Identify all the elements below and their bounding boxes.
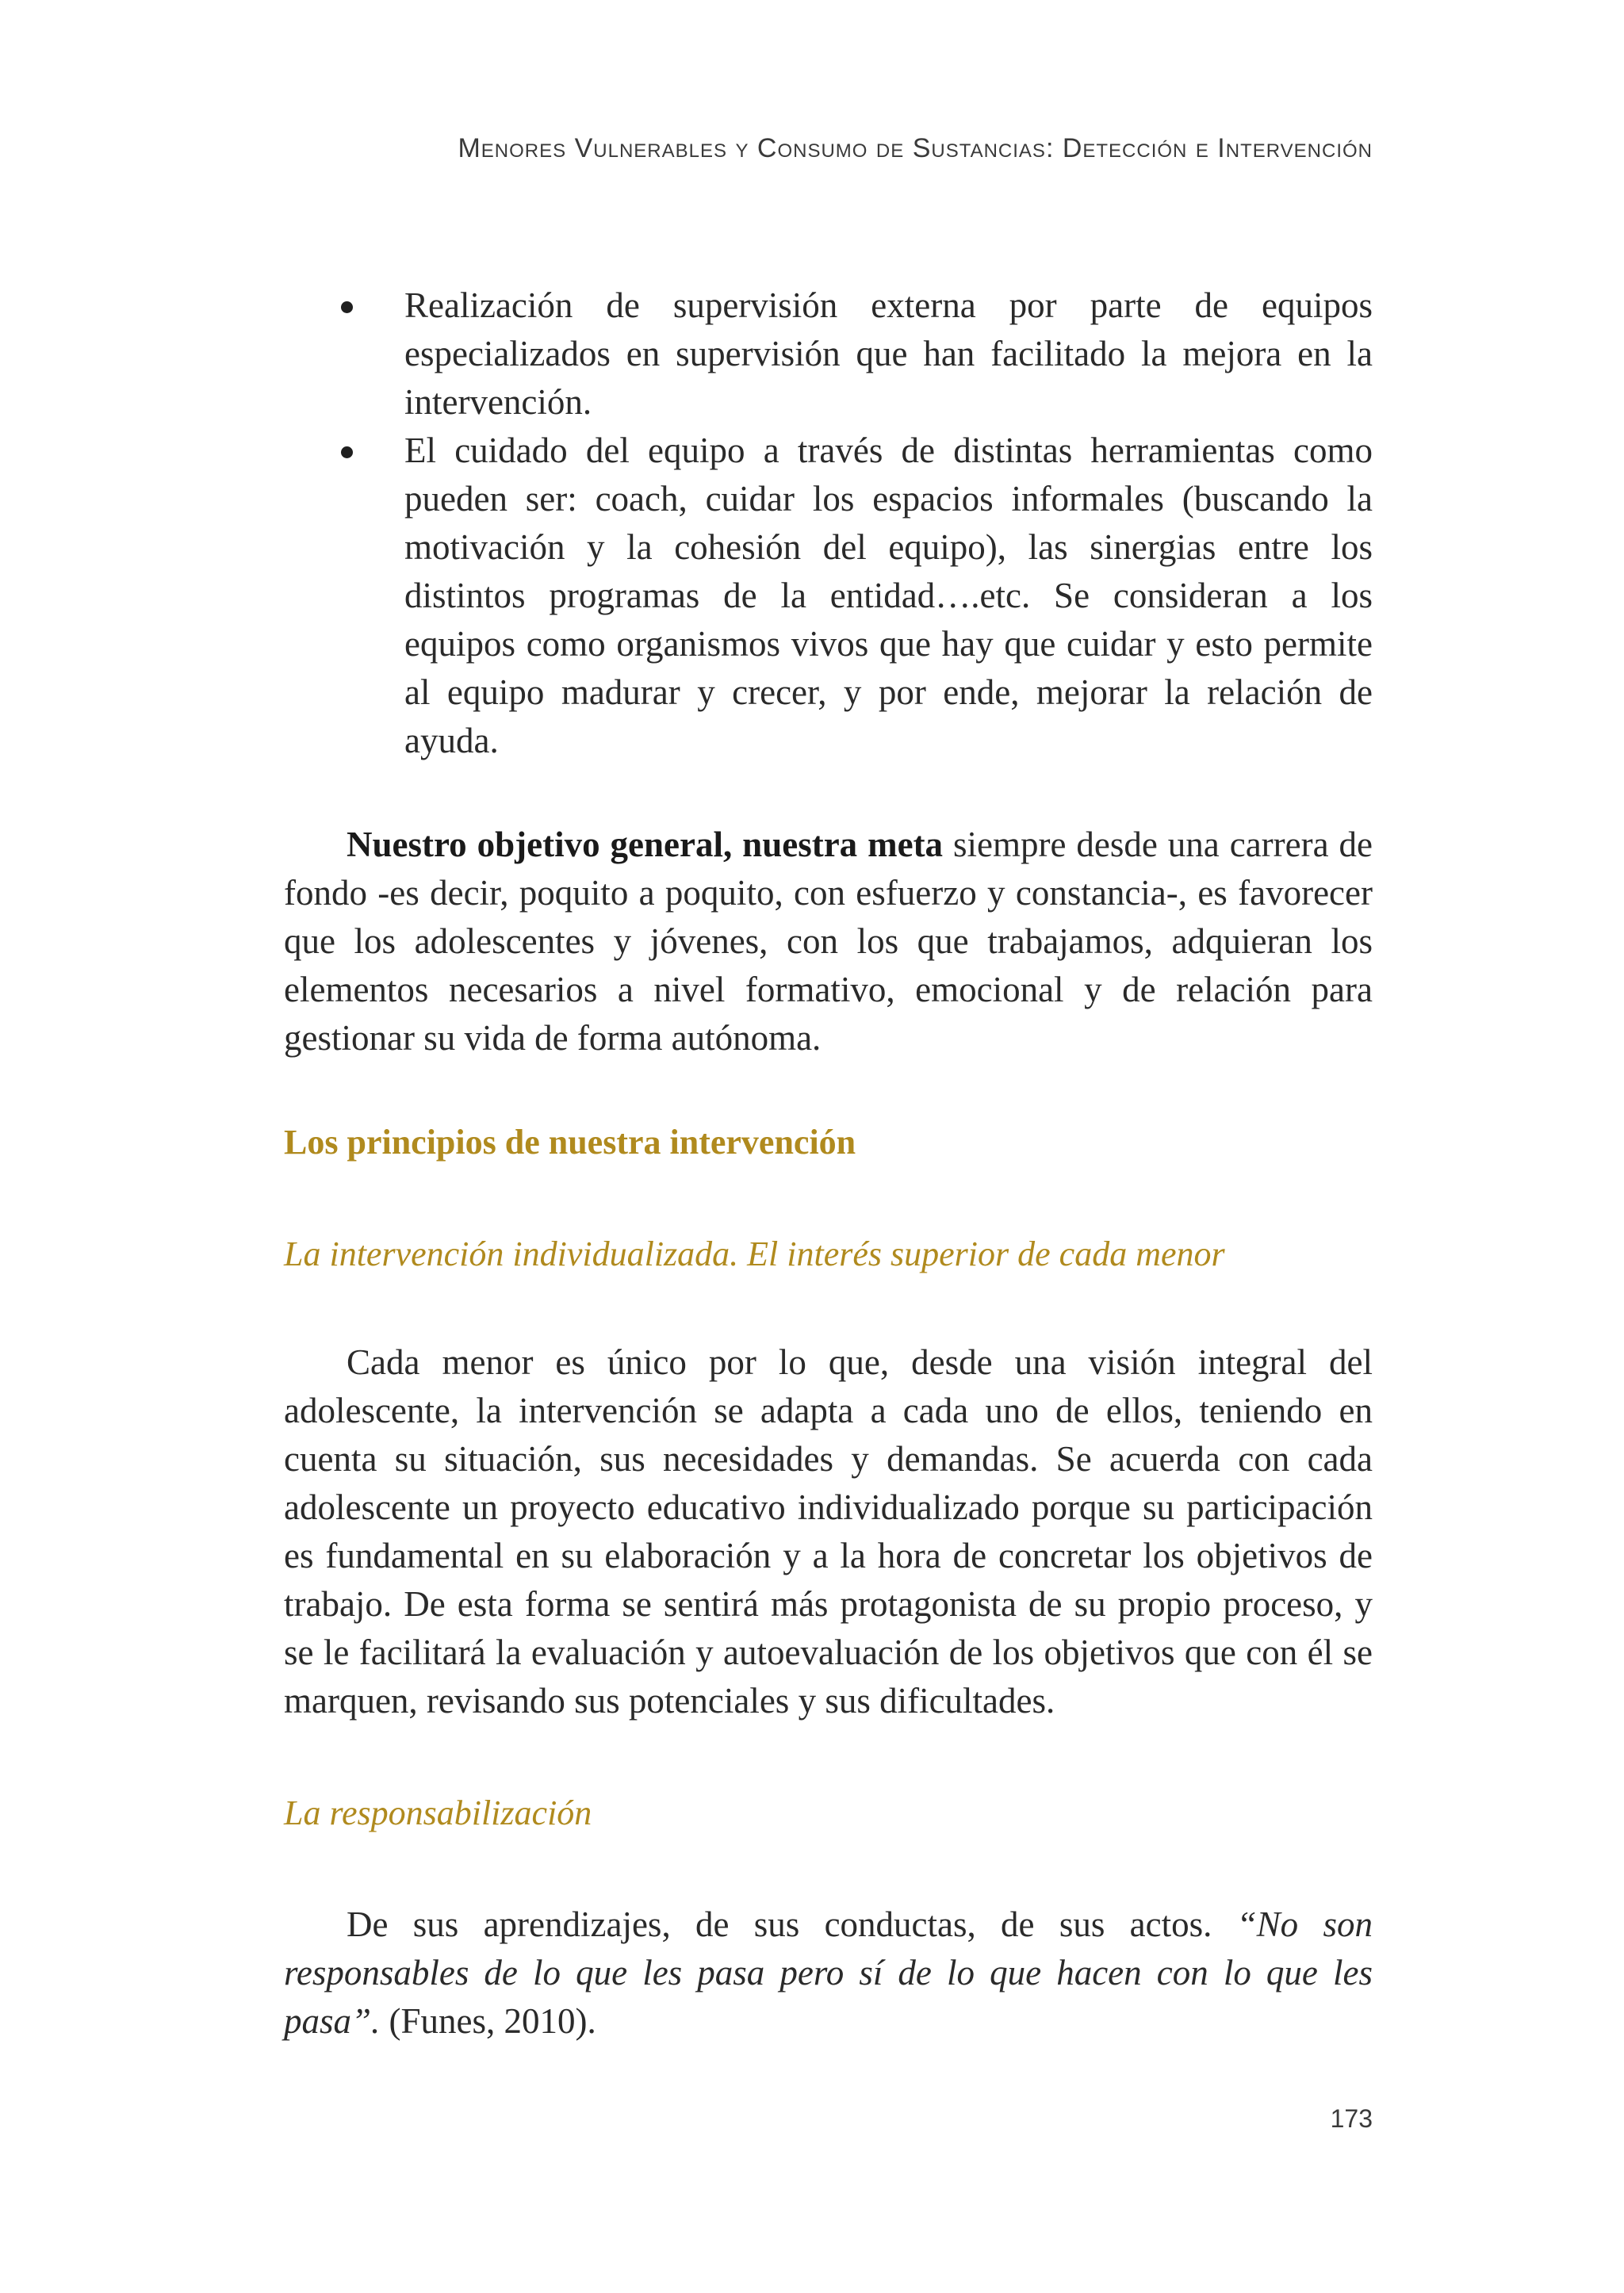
funes-quote: “No son responsables de lo que les pasa pero sí de lo que hacen con lo que les pasa”. xyxy=(284,1904,1373,2041)
list-item-text: Realización de supervisión externa por parte de equipos especializados en supervisión que han facilitado la mejora en la intervención. xyxy=(404,285,1373,422)
principle-1-text: Cada menor es único por lo que, desde una visión integral del adolescente, la intervención se adapta a cada uno de ellos, teniendo en cuenta su situación, sus necesidades y demandas. Se acuerda con cada adolescente un proyecto educativo individualizado porque su participación es fundamental en su elaboración y a la hora de concretar los objetivos de trabajo. De esta forma se sentirá más protagonista de su propio proceso, y se le facilitará la evaluación y autoevaluación de los objetivos que con él se marquen, revisando sus potenciales y sus dificultades. xyxy=(284,1342,1373,1721)
bullet-list xyxy=(284,281,1373,765)
section-title: Los principios de nuestra intervención xyxy=(284,1123,856,1162)
list-item xyxy=(404,281,1373,427)
bullet-icon xyxy=(341,301,353,313)
list-item-text: El cuidado del equipo a través de distintas herramientas como pueden ser: coach, cuidar los espacios informales (buscando la motivación y la cohesión del equipo), las sinergias entre los distintos programas de la entidad….etc. Se consideran a los equipos como organismos vivos que hay que cuidar y esto permite al equipo madurar y crecer, y por ende, mejorar la relación de ayuda. xyxy=(404,431,1373,760)
objective-paragraph xyxy=(284,821,1373,1062)
principle-2-title: La responsabilización xyxy=(284,1793,592,1832)
citation: (Funes, 2010). xyxy=(380,2001,596,2041)
page-body xyxy=(284,281,1373,2046)
page-number: 173 xyxy=(1330,2104,1373,2133)
principle-1-title: La intervención individualizada. El interés superior de cada menor xyxy=(284,1235,1225,1273)
principle-2-paragraph xyxy=(284,1901,1373,2046)
bullet-icon xyxy=(341,446,353,458)
objective-text: siempre desde una carrera de fondo -es decir, poquito a poquito, con esfuerzo y constancia-, es favorecer que los adolescentes y jóvenes, con los que trabajamos, adquieran los elementos necesarios a nivel formativo, emocional y de relación para gestionar su vida de forma autónoma. xyxy=(284,825,1373,1058)
running-header: Menores Vulnerables y Consumo de Sustancias: Detección e Intervención xyxy=(458,133,1373,163)
principle-2-text: De sus aprendizajes, de sus conductas, de sus actos. xyxy=(347,1904,1237,1944)
objective-bold-lead: Nuestro objetivo general, nuestra meta xyxy=(347,825,944,864)
list-item xyxy=(404,427,1373,765)
